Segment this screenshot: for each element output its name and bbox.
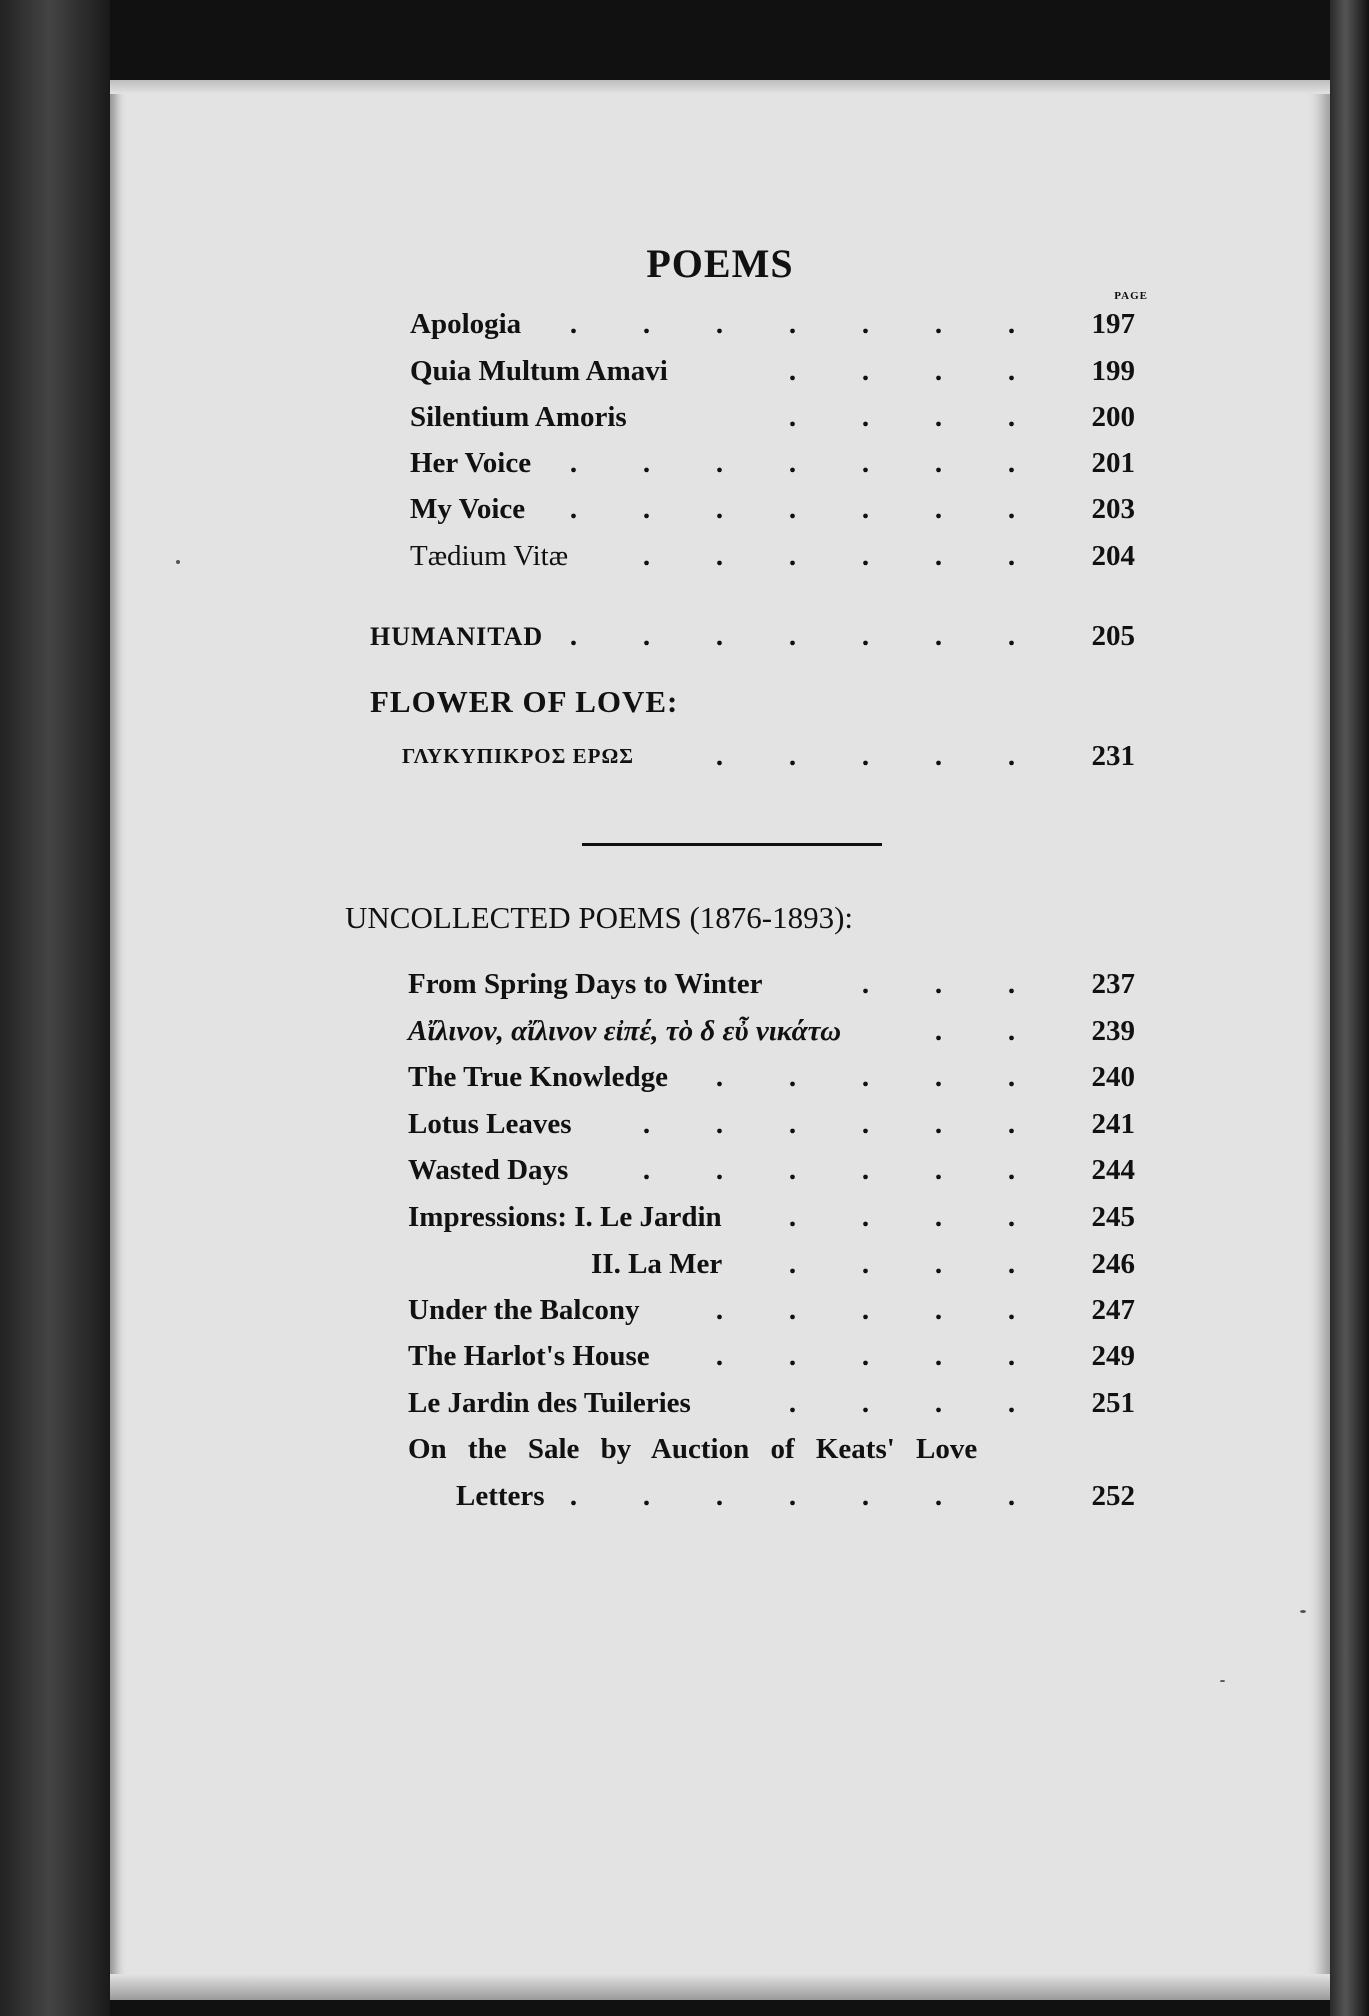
scan-speck [1220,1680,1225,1682]
toc-entry [408,1201,1170,1245]
entry-title: ΓΛΥΚΥΠΙΚΡΟΣ ΕΡΩΣ [402,744,640,769]
toc-entry [410,493,1170,537]
flower-of-love-heading: FLOWER OF LOVE: [370,684,679,719]
entry-title: HUMANITAD [370,622,549,652]
entry-page: 237 [1065,968,1135,1001]
section-divider [582,843,882,846]
entry-page: 197 [1065,308,1135,341]
entry-title: The Harlot's House [408,1340,656,1373]
entry-title: Le Jardin des Tuileries [408,1387,697,1420]
toc-entry [408,1433,1170,1477]
entry-page: 249 [1065,1340,1135,1373]
toc-entry [410,540,1170,584]
scan-speck [1300,1610,1306,1613]
entry-page: 231 [1065,740,1135,773]
entry-title: Under the Balcony [408,1294,645,1327]
toc-entry-humanitad [370,620,1170,664]
toc-entry [408,1294,1170,1338]
toc-entry [408,1154,1170,1198]
dot-leader: . . . . . [715,740,1016,772]
entry-title: Apologia [410,308,527,341]
book-page [110,80,1330,2000]
entry-page: 240 [1065,1061,1135,1094]
dot-leader: . . . . . . . [569,447,1016,479]
dot-leader: . . . . [788,1387,1016,1419]
toc-entry [410,447,1170,491]
entry-title: Silentium Amoris [410,401,633,434]
entry-title: On the Sale by Auction of Keats' Love [408,1433,983,1466]
scan-edge-left [0,0,110,2016]
toc-entry [408,1340,1170,1384]
entry-title: Wasted Days [408,1154,574,1187]
entry-page: 200 [1065,401,1135,434]
entry-page: 247 [1065,1294,1135,1327]
entry-page: 199 [1065,355,1135,388]
dot-leader: . . . . . . . [569,493,1016,525]
page-column-header: PAGE [1114,290,1148,302]
toc-entry [410,355,1170,399]
section-title: POEMS [646,241,794,286]
scan-edge-right [1330,0,1369,2016]
dot-leader: . . . . [788,1248,1016,1280]
entry-title: Lotus Leaves [408,1108,578,1141]
dot-leader: . . . . . [715,1340,1016,1372]
entry-page: 244 [1065,1154,1135,1187]
dot-leader: . . . . . . [642,1108,1016,1140]
uncollected-heading: UNCOLLECTED POEMS (1876-1893): [345,900,854,935]
entry-title: From Spring Days to Winter [408,968,768,1001]
entry-title: Quia Multum Amavi [410,355,674,388]
entry-title: My Voice [410,493,531,526]
dot-leader: . . . [861,968,1016,1000]
toc-entry [408,1480,1170,1524]
toc-entry [408,1248,1170,1292]
entry-page: 201 [1065,447,1135,480]
dot-leader: . . . . . [715,1061,1016,1093]
entry-page: 251 [1065,1387,1135,1420]
entry-title: II. La Mer [591,1248,728,1281]
dot-leader: . . . . . . . [569,1480,1016,1512]
dot-leader: . . . . . . . [569,620,1016,652]
entry-title: The True Knowledge [408,1061,674,1094]
entry-page: 204 [1065,540,1135,573]
toc-entry [408,1015,1170,1059]
entry-page: 205 [1065,620,1135,653]
dot-leader: . . . . . . [642,540,1016,572]
dot-leader: . . . . . . . [569,308,1016,340]
entry-page: 241 [1065,1108,1135,1141]
toc-entry-flower-of-love [402,740,1170,784]
scan-speck [176,560,180,564]
toc-entry [408,968,1170,1012]
dot-leader: . . . . [788,355,1016,387]
toc-entry [408,1108,1170,1152]
entry-page: 246 [1065,1248,1135,1281]
toc-entry [408,1387,1170,1431]
entry-page: 239 [1065,1015,1135,1048]
dot-leader: . . . . [788,401,1016,433]
entry-title: Tædium Vitæ [410,540,574,573]
entry-page: 245 [1065,1201,1135,1234]
dot-leader: . . . . . . [642,1154,1016,1186]
entry-title: Her Voice [410,447,537,480]
dot-leader: . . . . . [715,1294,1016,1326]
dot-leader: . . . . [788,1201,1016,1233]
entry-page: 203 [1065,493,1135,526]
entry-title: Letters [456,1480,551,1513]
dot-leader: . . [934,1015,1016,1047]
entry-title: Impressions: I. Le Jardin [408,1201,728,1234]
toc-entry [410,308,1170,352]
toc-entry [408,1061,1170,1105]
toc-entry [410,401,1170,445]
entry-title: Αἴλινον, αἴλινον εἰπέ, τὸ δ εὖ νικάτω [408,1015,847,1048]
entry-page: 252 [1065,1480,1135,1513]
